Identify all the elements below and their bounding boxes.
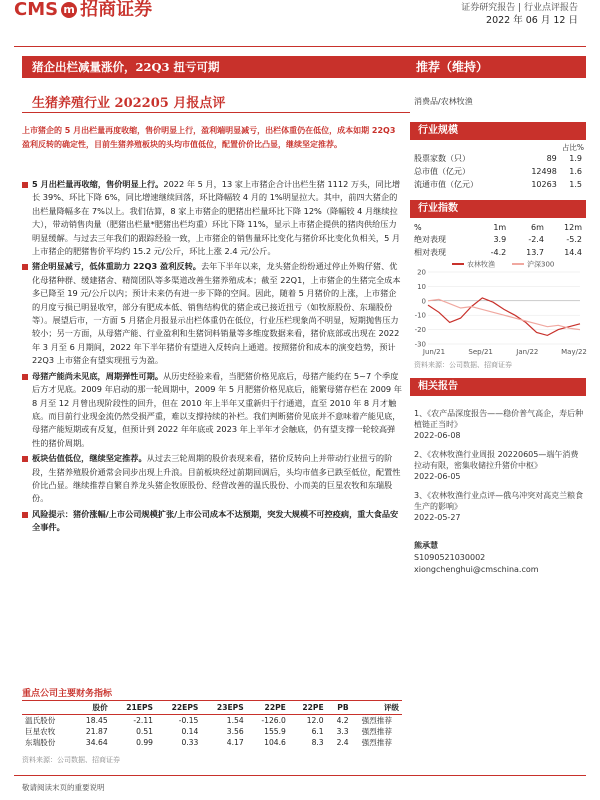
table-cell: 6.1 [311,727,324,736]
chart-source: 资料来源：公司数据、招商证券 [414,361,512,369]
table-cell: 4.17 [226,738,244,747]
y-tick-label: 20 [417,268,426,277]
related-section-title: 相关报告 [410,378,586,396]
table-cell: -0.15 [178,716,199,725]
fin-table-title: 重点公司主要财务指标 [22,689,113,699]
report-type: 证券研究报告 | 行业点评报告 [461,3,578,13]
table-cell: 0.33 [181,738,199,747]
analyst-info [414,540,539,576]
row-value: 14.4 [564,248,582,257]
header-cell: 评级 [352,701,402,715]
report-summary: 上市猪企的 5 月出栏量再度收缩，售价明显上行，盈利端明显减亏，出栏体重仍在低位，成本如期 22Q3 盈利反转的确定性，目前生猪养殖板块的头均市值低位，配置价价比凸显，继续坚定推荐。 [22,126,396,149]
table-cell: 3.56 [226,727,244,736]
paragraph-text: 从历史经验来看，当肥猪价格见底后，母猪产能约在 5~7 个季度后方才见底。2009 年启动的那一轮周期中，2009 年 5 月肥猪价格见底后，能繁母猪存栏在 2009 年 8 月至 12 月曾出现阶段性的回升，但在 2010 年上半年又重新归于行通道，直至 2010 年 8 月才触底。而目前行业现金流仍然受损严重，难以支撑持续的补栏。我们判断猪价见底并不意味着产能见底，母猪产能短期或有反复，但预计到 2022 年年底或 2023 年上半年才会触底，仍有望支撑一轮较高弹性的猪价周期。 [32,370,402,448]
header-cell: 12m [564,223,582,232]
table-cell: 0.51 [136,727,154,736]
fin-source: 资料来源：公司数据、招商证券 [22,756,120,764]
index-table [412,222,584,259]
paragraph-heading: 猪企明显减亏，低体重助力 22Q3 盈利反转。 [32,261,201,272]
y-tick-label: 10 [417,282,426,291]
industry-index-chart [412,258,587,356]
row-label: 总市值（亿元） [414,167,470,176]
legend-label: 沪深300 [527,260,555,269]
paragraph-5 [22,508,402,535]
header-cell: 21EPS [111,701,156,715]
related-report-date: 2022-06-05 [414,472,461,481]
header-cell: 22PE [289,701,327,715]
bullet-icon [22,512,28,518]
report-body [22,178,402,537]
table-cell: 18.45 [85,716,108,725]
logo-text-cms: CMS [14,0,59,20]
logo-badge-icon: m [61,2,77,18]
table-cell: -2.11 [133,716,154,725]
headline-banner: 猪企出栏减量涨价，22Q3 扭亏可期 [22,56,410,78]
table-row [412,165,584,178]
table-cell: 强烈推荐 [361,738,392,747]
table-row [22,715,402,727]
y-tick-label: 0 [421,297,426,306]
row-value: -2.4 [528,235,544,244]
table-cell: 强烈推荐 [361,716,392,725]
footer-divider [14,775,586,776]
title-divider [22,112,410,113]
x-tick-label: Jun/21 [422,348,446,356]
row-value: 89 [546,154,557,163]
table-cell: 3.3 [336,727,349,736]
row-value: -4.2 [490,248,507,257]
table-row [412,233,584,246]
row-label: 相对表现 [414,248,446,257]
table-cell: 21.87 [85,727,108,736]
row-pct: 1.9 [569,154,582,163]
header-cell [22,701,72,715]
x-tick-label: May/22 [561,348,587,356]
related-report-title[interactable]: 1、《农产品深度报告——稳价普气高企，寿后种植链正当时》 [414,409,584,429]
legend-label: 农林牧渔 [467,260,495,269]
table-row [412,178,584,191]
table-header [412,222,584,233]
bullet-icon [22,182,28,188]
table-cell: 东瑞股份 [25,738,56,747]
rating-banner: 推荐（维持） [410,56,586,78]
report-title: 生猪养殖行业 202205 月报点评 [32,96,226,111]
row-value: 12498 [531,167,557,176]
y-tick-label: -30 [414,340,426,349]
header-divider [14,46,586,47]
related-reports-list [414,408,584,531]
scale-table [412,152,584,191]
series-line-2 [428,299,580,329]
header-cell: PB [327,701,352,715]
paragraph-1 [22,178,402,258]
report-date: 2022 年 06 月 12 日 [486,15,578,26]
header-cell: 6m [531,223,544,232]
row-pct: 1.5 [569,180,582,189]
row-value: 10263 [531,180,557,189]
row-value: 3.9 [493,235,507,244]
sector-label: 消费品/农林牧渔 [414,97,473,106]
table-cell: 4.2 [336,716,349,725]
row-pct: 1.6 [569,167,582,176]
related-report-title[interactable]: 2、《农林牧渔行业周报 20220605—端午消费拉动有限，密集收储拉升猪价中枢》 [414,450,579,470]
related-report-3[interactable] [414,490,584,523]
paragraph-text: 去年下半年以来，龙头猪企纷纷通过停止外购仔猪、优化母猪种群、缓建猪舍、精简团队等多渠道改善生猪养殖成本；截至 22Q1，上市猪企的生猪完全成本多已降至 19 元/公斤以内；预计未来仍有进一步下降的空间。因此，随着 5 月猪价的上涨，上市猪企的月度亏损已明显收窄，部分有肥成本低、销售结构优的猪企或已接近扭亏（如牧原股份、东瑞股份等）。展望后市，一方面 5 月猪企月报显示出栏体重仍在低位，行业压栏现象尚不明显，短期抛售压力较小；另一方面，从母猪产能、行业盈利和生猪饲料销量等多维度数据来看，猪价底部或出现在 2022 年 3 月至 6 月期间，2022 年下半年猪价有望进入反转向上通道。按照猪价和成本的演变趋势，预计 22Q3 上市猪企有望实现扭亏为盈。 [32,261,401,366]
financial-table [22,700,402,748]
table-cell: -126.0 [261,716,286,725]
table-cell: 0.99 [136,738,154,747]
related-report-date: 2022-05-27 [414,513,461,522]
row-label: 流通市值（亿元） [414,180,478,189]
x-tick-label: Jan/22 [516,348,539,356]
paragraph-heading: 母猪产能尚未见底，周期弹性可期。 [32,370,164,381]
footer-note: 敬请阅读末页的重要说明 [22,783,105,792]
header-cell: 23EPS [201,701,246,715]
table-cell: 1.54 [226,716,244,725]
table-cell: 温氏股份 [25,716,56,725]
table-cell: 12.0 [306,716,324,725]
paragraph-heading: 板块估值低位，继续坚定推荐。 [32,453,147,464]
row-value: 13.7 [526,248,544,257]
scale-section-title: 行业规模 [410,122,586,140]
table-cell: 34.64 [85,738,108,747]
paragraph-heading: 风险提示：猪价涨幅/上市公司规模扩张/上市公司成本不达预期，突发大规模不可控疫病，重大食品安全事件。 [32,508,399,533]
table-cell: 巨星农牧 [25,727,56,736]
header-cell: 股价 [72,701,110,715]
paragraph-4 [22,452,402,506]
table-cell: 强烈推荐 [361,727,392,736]
table-cell: 2.4 [336,738,349,747]
row-label: 绝对表现 [414,235,446,244]
header-cell: 1m [493,223,507,232]
related-report-date: 2022-06-08 [414,431,461,440]
analyst-email[interactable]: xiongchenghui@cmschina.com [414,565,539,574]
x-tick-label: Sep/21 [468,348,493,356]
paragraph-3 [22,370,402,450]
related-report-title[interactable]: 3、《农林牧渔行业点评—俄乌冲突对高克兰粮食生产的影响》 [414,491,584,511]
index-section-title: 行业指数 [410,200,586,218]
table-cell: 155.9 [264,727,286,736]
related-report-1[interactable] [414,408,584,441]
table-header [22,701,402,715]
table-cell: 104.6 [264,738,286,747]
scale-unit: 占比% [561,143,584,152]
company-logo [14,0,219,22]
header-cell: % [414,223,422,232]
bullet-icon [22,456,28,462]
table-cell: 8.3 [311,738,324,747]
table-row [412,152,584,165]
analyst-id: S1090521030002 [414,553,486,562]
analyst-name: 熊承慧 [414,541,438,550]
row-label: 股票家数（只） [414,154,470,163]
paragraph-2 [22,260,402,367]
paragraph-text: 从过去三轮周期的股价表现来看，猪价反转向上并带动行业扭亏的阶段，生猪养殖股价通常会同步出现上升浪。目前板块经过前期回调后，头均市值多已跌至低位，配置性价比凸显。继续推荐自繁自养龙头猪企牧原股份、经营改善的温氏股份、小而美的巨星农牧和东瑞股份。 [32,453,401,504]
row-value: -5.2 [566,235,582,244]
y-tick-label: -20 [414,326,426,335]
bullet-icon [22,264,28,270]
bullet-icon [22,374,28,380]
header-cell: 22EPS [156,701,201,715]
table-row [22,737,402,748]
header-cell: 22PE [247,701,289,715]
y-tick-label: -10 [414,311,426,320]
table-row [22,726,402,737]
logo-text-cn: 招商证券 [80,0,153,20]
paragraph-heading: 5 月出栏量再收缩，售价明显上行。 [32,179,164,189]
related-report-2[interactable] [414,449,584,482]
paragraph-text: 2022 年 5 月，13 家上市猪企合计出栏生猪 1112 万头，同比增长 39%、环比下降 6%，同比增速继续回落，环比降幅较 4 月的 1%明显拉大。其中，前四大猪企的出栏量降幅多在 7%以上。我们估算，8 家上市猪企的肥猪出栏量环比下降 12%（降幅较 4 月继续拉大），带动销售肉量（肥猪出栏量*肥猪出栏均重）环比下降 11%，显示上市猪企提供的猪肉供给压力明显缓解。与过去三年我们的跟踪经验一致，上市猪企的销售量环比变化与猪价环比变化负相关，5 月上市猪企的肥猪售价平均约 15.2 元/公斤，环比上涨 2.4 元/公斤。 [32,179,401,257]
table-cell: 0.14 [181,727,199,736]
